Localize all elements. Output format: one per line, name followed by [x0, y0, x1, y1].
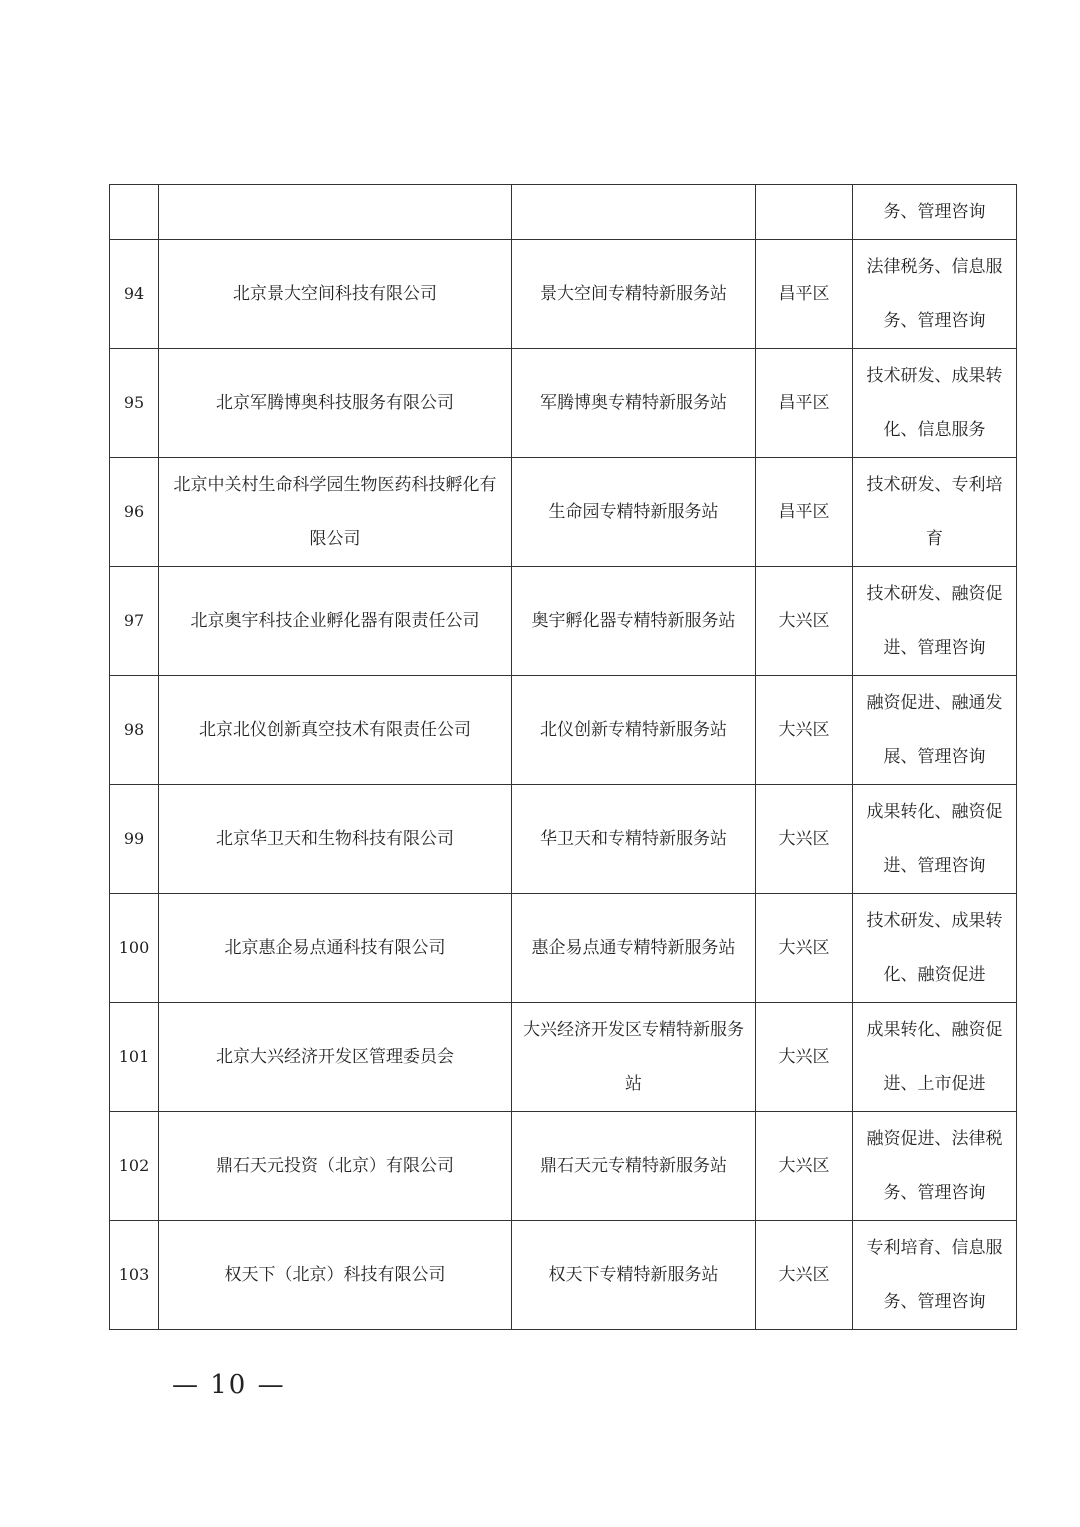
cell-district: 昌平区: [756, 458, 853, 567]
cell-services: 融资促进、融通发展、管理咨询: [853, 676, 1017, 785]
cell-company: 权天下（北京）科技有限公司: [159, 1221, 512, 1330]
table-row: [110, 894, 1017, 1003]
cell-index: 98: [110, 676, 159, 785]
cell-station: 大兴经济开发区专精特新服务站: [512, 1003, 756, 1112]
cell-services: 技术研发、成果转化、信息服务: [853, 349, 1017, 458]
table-row: [110, 1112, 1017, 1221]
cell-station: 景大空间专精特新服务站: [512, 240, 756, 349]
cell-station: 奥宇孵化器专精特新服务站: [512, 567, 756, 676]
cell-district: 昌平区: [756, 349, 853, 458]
cell-company: 北京大兴经济开发区管理委员会: [159, 1003, 512, 1112]
cell-services: 融资促进、法律税务、管理咨询: [853, 1112, 1017, 1221]
cell-station: 鼎石天元专精特新服务站: [512, 1112, 756, 1221]
cell-district: 大兴区: [756, 1003, 853, 1112]
cell-district: [756, 185, 853, 240]
cell-services: 成果转化、融资促进、管理咨询: [853, 785, 1017, 894]
cell-index: 99: [110, 785, 159, 894]
cell-station: 权天下专精特新服务站: [512, 1221, 756, 1330]
cell-index: 97: [110, 567, 159, 676]
cell-station: 军腾博奥专精特新服务站: [512, 349, 756, 458]
cell-index: [110, 185, 159, 240]
table-row: [110, 567, 1017, 676]
cell-company: 北京北仪创新真空技术有限责任公司: [159, 676, 512, 785]
table-row-continued: [110, 185, 1017, 240]
cell-company: 北京军腾博奥科技服务有限公司: [159, 349, 512, 458]
cell-station: [512, 185, 756, 240]
cell-services: 专利培育、信息服务、管理咨询: [853, 1221, 1017, 1330]
cell-company: 北京惠企易点通科技有限公司: [159, 894, 512, 1003]
service-station-table: [109, 184, 1017, 1330]
cell-company: 北京中关村生命科学园生物医药科技孵化有限公司: [159, 458, 512, 567]
cell-district: 大兴区: [756, 1112, 853, 1221]
cell-services: 务、管理咨询: [853, 185, 1017, 240]
cell-district: 大兴区: [756, 567, 853, 676]
cell-services: 技术研发、融资促进、管理咨询: [853, 567, 1017, 676]
cell-company: 北京景大空间科技有限公司: [159, 240, 512, 349]
table-row: [110, 458, 1017, 567]
cell-station: 华卫天和专精特新服务站: [512, 785, 756, 894]
cell-services: 成果转化、融资促进、上市促进: [853, 1003, 1017, 1112]
cell-services: 技术研发、成果转化、融资促进: [853, 894, 1017, 1003]
table-row: [110, 1003, 1017, 1112]
table-row: [110, 676, 1017, 785]
cell-station: 北仪创新专精特新服务站: [512, 676, 756, 785]
page-number: — 10 —: [172, 1370, 286, 1400]
cell-station: 生命园专精特新服务站: [512, 458, 756, 567]
cell-district: 大兴区: [756, 894, 853, 1003]
cell-index: 94: [110, 240, 159, 349]
cell-district: 大兴区: [756, 676, 853, 785]
cell-company: 北京奥宇科技企业孵化器有限责任公司: [159, 567, 512, 676]
cell-district: 大兴区: [756, 1221, 853, 1330]
cell-index: 103: [110, 1221, 159, 1330]
table-row: [110, 349, 1017, 458]
cell-index: 102: [110, 1112, 159, 1221]
cell-station: 惠企易点通专精特新服务站: [512, 894, 756, 1003]
cell-services: 技术研发、专利培育: [853, 458, 1017, 567]
cell-index: 95: [110, 349, 159, 458]
table-row: [110, 1221, 1017, 1330]
cell-index: 101: [110, 1003, 159, 1112]
table-row: [110, 785, 1017, 894]
cell-district: 大兴区: [756, 785, 853, 894]
cell-company: [159, 185, 512, 240]
cell-index: 96: [110, 458, 159, 567]
cell-company: 鼎石天元投资（北京）有限公司: [159, 1112, 512, 1221]
cell-company: 北京华卫天和生物科技有限公司: [159, 785, 512, 894]
cell-index: 100: [110, 894, 159, 1003]
cell-services: 法律税务、信息服务、管理咨询: [853, 240, 1017, 349]
cell-district: 昌平区: [756, 240, 853, 349]
table-row: [110, 240, 1017, 349]
